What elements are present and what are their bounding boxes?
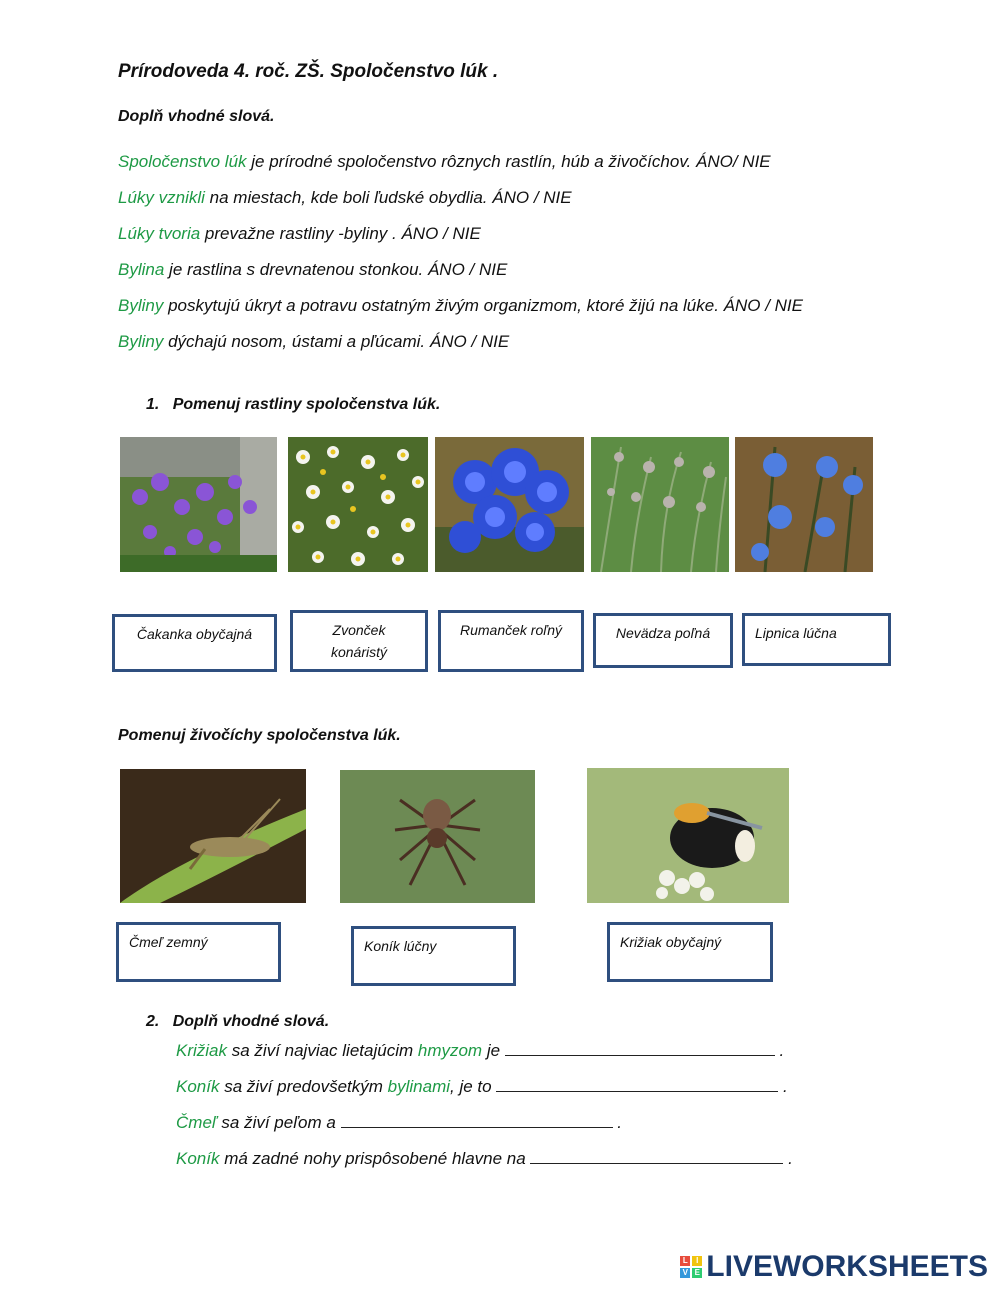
chicory-photo <box>735 437 873 572</box>
cornflower-photo <box>435 437 584 572</box>
statement-2[interactable] <box>118 188 572 208</box>
logo-text: LIVEWORKSHEETS <box>706 1250 988 1283</box>
spider-photo <box>340 770 535 903</box>
statement-6[interactable] <box>118 332 509 352</box>
statement-keyword: Lúky tvoria <box>118 224 201 243</box>
animals-heading: Pomenuj živočíchy spoločenstva lúk. <box>118 727 401 744</box>
statement-text: na miestach, kde boli ľudské obydlia. ÁNO / NIE <box>204 188 572 207</box>
meadow-grass-photo <box>591 437 729 572</box>
sentence-end: . <box>612 1113 622 1132</box>
section-2-heading <box>146 1013 329 1031</box>
statement-keyword: Byliny <box>118 332 164 351</box>
sentence-keyword: Koník <box>176 1077 220 1096</box>
animal-label-card[interactable]: Koník lúčny <box>351 926 516 986</box>
grasshopper-photo <box>120 769 306 903</box>
plant-label-card[interactable]: Rumanček roľný <box>438 610 584 672</box>
plant-label-card[interactable]: Nevädza poľná <box>593 613 733 668</box>
answer-blank[interactable] <box>505 1041 775 1056</box>
statement-keyword: Spoločenstvo lúk <box>118 152 247 171</box>
logo-mark-letter: E <box>692 1268 702 1278</box>
liveworksheets-logo <box>680 1250 988 1284</box>
sentence-text: sa živí peľom a <box>216 1113 341 1132</box>
statement-text: je rastlina s drevnatenou stonkou. ÁNO / NIE <box>164 260 508 279</box>
fill-sentence-4 <box>176 1149 793 1169</box>
plant-label-card[interactable]: Čakanka obyčajná <box>112 614 277 672</box>
plant-label-card[interactable]: Zvonček konáristý <box>290 610 428 672</box>
sentence-text: sa živí najviac lietajúcim <box>227 1041 418 1060</box>
bumblebee-photo <box>587 768 789 903</box>
sentence-keyword: Križiak <box>176 1041 228 1060</box>
sentence-end: . <box>778 1077 788 1096</box>
logo-mark-letter: L <box>680 1256 690 1266</box>
bellflower-photo <box>120 437 277 572</box>
answer-blank[interactable] <box>341 1113 613 1128</box>
logo-mark-icon <box>680 1256 702 1278</box>
section-title: Pomenuj rastliny spoločenstva lúk. <box>172 396 441 413</box>
statement-5[interactable] <box>118 296 803 316</box>
statement-3[interactable] <box>118 224 481 244</box>
answer-blank[interactable] <box>530 1149 783 1164</box>
sentence-keyword: Koník <box>176 1149 220 1168</box>
sentence-end: . <box>783 1149 793 1168</box>
sentence-text: , je to <box>450 1077 497 1096</box>
instructions-heading: Doplň vhodné slová. <box>118 108 275 125</box>
section-1-heading <box>146 396 440 414</box>
statement-text: dýchajú nosom, ústami a pľúcami. ÁNO / NIE <box>163 332 510 351</box>
statement-keyword: Lúky vznikli <box>118 188 205 207</box>
sentence-end: . <box>774 1041 785 1060</box>
fill-sentence-3 <box>176 1113 622 1133</box>
animal-label-card[interactable]: Križiak obyčajný <box>607 922 773 982</box>
sentence-keyword: bylinami <box>387 1077 451 1096</box>
sentence-text: je <box>482 1041 505 1060</box>
statement-keyword: Byliny <box>118 296 164 315</box>
animal-label-card[interactable]: Čmeľ zemný <box>116 922 281 982</box>
statement-text: poskytujú úkryt a potravu ostatným živým organizmom, ktoré žijú na lúke. ÁNO / NIE <box>163 296 803 315</box>
sentence-text: sa živí predovšetkým <box>219 1077 388 1096</box>
statement-keyword: Bylina <box>118 260 165 279</box>
statement-1[interactable] <box>118 152 771 172</box>
answer-blank[interactable] <box>496 1077 778 1092</box>
section-number: 1. <box>146 396 160 413</box>
chamomile-photo <box>288 437 428 572</box>
sentence-text: má zadné nohy prispôsobené hlavne na <box>219 1149 531 1168</box>
page-title: Prírodoveda 4. roč. ZŠ. Spoločenstvo lúk . <box>118 61 499 82</box>
sentence-keyword: hmyzom <box>417 1041 483 1060</box>
logo-mark-letter: V <box>680 1268 690 1278</box>
logo-mark-letter: I <box>692 1256 702 1266</box>
sentence-keyword: Čmeľ <box>176 1113 217 1132</box>
statement-text: prevažne rastliny -byliny . ÁNO / NIE <box>200 224 481 243</box>
section-number: 2. <box>146 1013 160 1030</box>
plant-label-card[interactable]: Lipnica lúčna <box>742 613 891 666</box>
statement-4[interactable] <box>118 260 507 280</box>
section-title: Doplň vhodné slová. <box>172 1013 330 1030</box>
fill-sentence-1 <box>176 1041 784 1061</box>
statement-text: je prírodné spoločenstvo rôznych rastlín, húb a živočíchov. ÁNO/ NIE <box>246 152 771 171</box>
fill-sentence-2 <box>176 1077 788 1097</box>
